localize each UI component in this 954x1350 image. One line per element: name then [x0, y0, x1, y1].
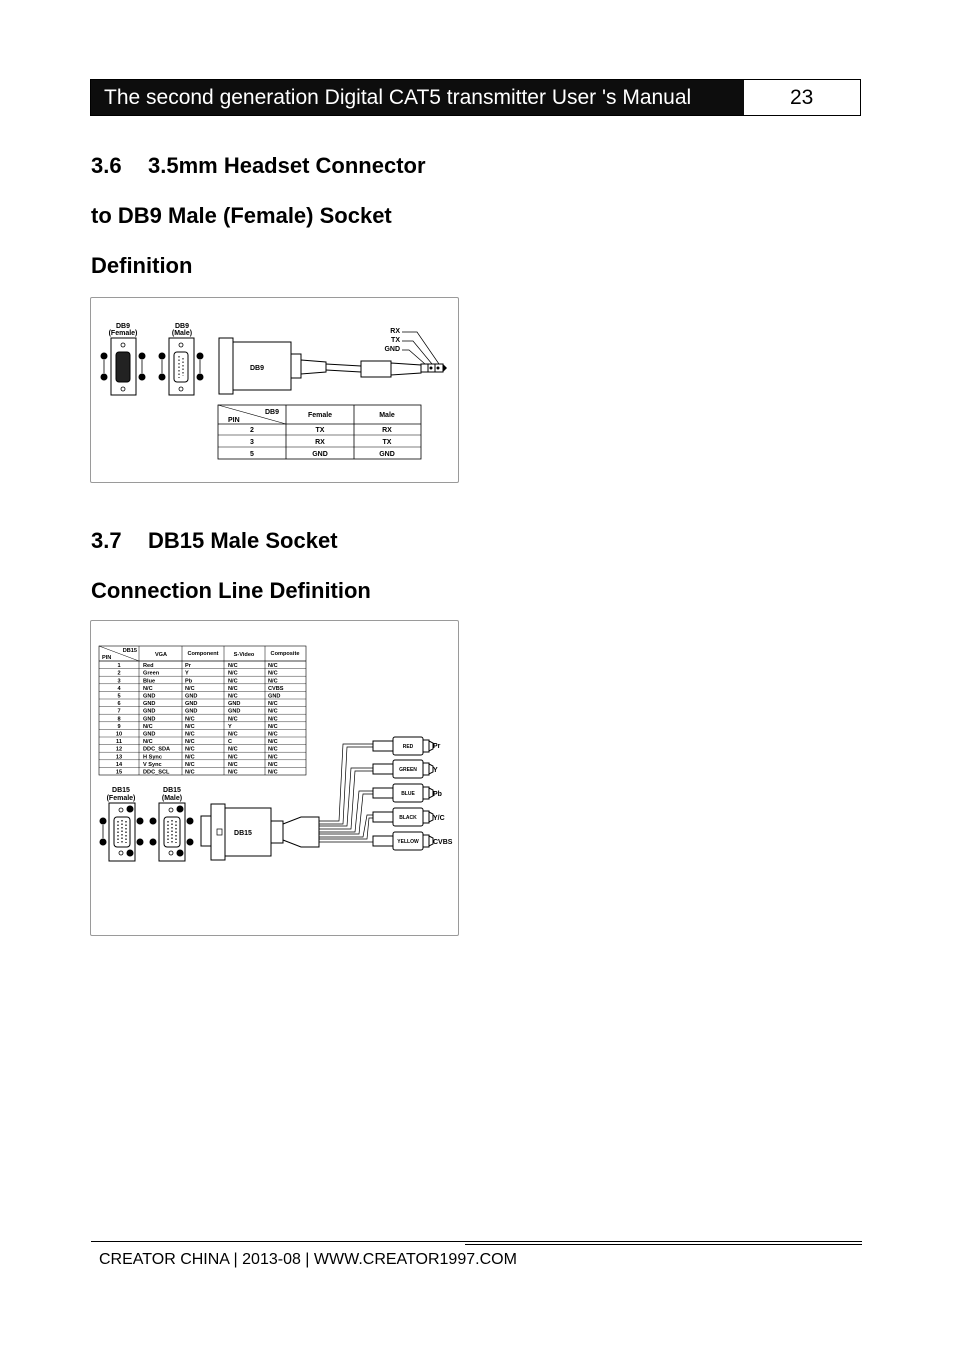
rca-color-label: YELLOW — [397, 839, 419, 845]
section-number: 3.7 — [91, 528, 122, 553]
db15-table-cell: DDC_SCL — [143, 769, 170, 776]
db15-table-cell: N/C — [185, 746, 195, 753]
db15-table-cell: N/C — [228, 754, 238, 761]
db15-table-cell: N/C — [185, 754, 195, 761]
section-3-7-heading-line2: Connection Line Definition — [91, 578, 371, 603]
db15-table-cell: 1 — [117, 663, 121, 670]
db15-female-socket-icon — [100, 803, 144, 861]
table-cell: 5 — [250, 451, 254, 458]
db9-male-socket-icon — [159, 338, 204, 395]
db15-header-vga: VGA — [154, 652, 168, 658]
db15-table-cell: N/C — [268, 761, 278, 768]
db15-table-cell: N/C — [228, 663, 238, 670]
db15-table-cell: N/C — [268, 708, 278, 715]
db15-table-cell: V Sync — [143, 761, 162, 768]
db15-table-cell: 10 — [115, 731, 123, 738]
db15-table-cell: 2 — [117, 670, 121, 677]
db15-male-socket-icon — [150, 803, 194, 861]
table-cell: TX — [315, 427, 325, 434]
db15-table-cell: DDC_SDA — [143, 746, 171, 753]
db9-male-label: DB9 — [174, 323, 190, 330]
db15-table-cell: N/C — [228, 716, 238, 723]
db15-table-cell: N/C — [228, 761, 238, 768]
db15-female-label: DB15 — [112, 787, 130, 794]
db15-table-cell: Pr — [185, 663, 191, 670]
db15-plug-label: DB15 — [234, 830, 252, 837]
db15-table-cell: GND — [143, 701, 156, 708]
rca-plug-blue-icon — [373, 784, 442, 802]
rca-plug-yellow-icon — [373, 832, 453, 850]
db9-cable-plug-icon — [219, 332, 447, 394]
db9-connector-figure — [90, 297, 459, 483]
db15-table-cell: 5 — [117, 693, 121, 700]
db15-table-cell: 8 — [117, 716, 121, 723]
db15-table-cell: N/C — [228, 685, 238, 692]
db15-table-cell: N/C — [228, 693, 238, 700]
db15-table-cell: N/C — [143, 739, 153, 746]
page-header — [90, 79, 861, 116]
db15-male-sub: (Male) — [161, 795, 183, 802]
db15-table-cell: GND — [185, 693, 198, 700]
db15-table-cell: 15 — [115, 769, 123, 776]
table-cell: GND — [312, 451, 328, 458]
db15-table-cell: GND — [143, 693, 156, 700]
db15-table-cell: N/C — [228, 769, 238, 776]
rca-signal-label: Y — [433, 767, 438, 774]
db15-table-cell: Y — [228, 723, 232, 730]
db15-table-cell: 4 — [117, 685, 121, 692]
db15-table-cell: N/C — [268, 663, 278, 670]
db15-table-cell: N/C — [228, 746, 238, 753]
rca-signal-label: Pb — [433, 791, 442, 798]
rca-color-label: BLACK — [399, 815, 417, 821]
db15-table-cell: Red — [143, 663, 154, 670]
db9-male-sub: (Male) — [171, 330, 193, 337]
rca-color-label: RED — [402, 744, 414, 750]
db15-table-corner-bottom: PIN — [102, 655, 112, 661]
rca-color-label: BLUE — [401, 791, 415, 797]
db9-female-label: DB9 — [115, 323, 131, 330]
db15-table-cell: C — [228, 739, 233, 746]
page-footer: CREATOR CHINA | 2013-08 | WWW.CREATOR1997.COM — [99, 1251, 517, 1268]
db15-table-cell: GND — [268, 693, 281, 700]
rca-plug-red-icon — [373, 737, 441, 755]
db15-table-cell: N/C — [185, 739, 195, 746]
db15-table-cell: Y — [185, 670, 189, 677]
db15-table-cell: N/C — [268, 670, 278, 677]
db15-male-label: DB15 — [163, 787, 181, 794]
rca-plug-black-icon — [373, 808, 445, 826]
db15-table-cell: GND — [143, 716, 156, 723]
db15-table-cell: CVBS — [268, 685, 284, 692]
db15-table-cell: GND — [143, 708, 156, 715]
db15-table-cell: N/C — [185, 769, 195, 776]
db9-female-sub: (Female) — [108, 330, 138, 337]
manual-title: The second generation Digital CAT5 transmitter User 's Manual — [91, 80, 744, 115]
db15-table-cell: N/C — [268, 723, 278, 730]
db15-table-cell: 9 — [117, 723, 121, 730]
table-header-female: Female — [307, 412, 333, 419]
jack-label-tx: TX — [391, 337, 400, 344]
db15-table-cell: N/C — [185, 723, 195, 730]
section-3-6-heading-line3: Definition — [91, 253, 193, 278]
db15-table-cell: GND — [185, 701, 198, 708]
db15-table-cell: N/C — [268, 754, 278, 761]
db15-table-cell: N/C — [185, 731, 195, 738]
jack-label-rx: RX — [390, 328, 400, 335]
section-3-7-heading — [91, 528, 338, 554]
db15-table-cell: N/C — [228, 731, 238, 738]
db15-table-cell: 13 — [115, 754, 123, 761]
jack-label-gnd: GND — [384, 346, 400, 353]
section-title: 3.5mm Headset Connector — [148, 153, 426, 178]
table-cell: 2 — [250, 427, 254, 434]
db15-table-cell: N/C — [268, 716, 278, 723]
rca-signal-label: Pr — [433, 743, 441, 750]
table-corner-bottom: PIN — [228, 417, 240, 424]
db15-pin-table — [99, 646, 306, 776]
table-cell: GND — [379, 451, 395, 458]
db15-table-cell: Blue — [143, 678, 156, 685]
db15-header-component: Component — [187, 651, 219, 657]
db15-table-cell: N/C — [268, 678, 278, 685]
table-header-male: Male — [379, 412, 395, 419]
db15-female-sub: (Female) — [106, 795, 136, 802]
db15-table-cell: 7 — [117, 708, 121, 715]
db15-table-cell: 12 — [115, 746, 123, 753]
rca-signal-label: CVBS — [433, 839, 453, 846]
db15-table-cell: GND — [185, 708, 198, 715]
db15-table-cell: 3 — [117, 678, 121, 685]
db15-table-cell: Green — [143, 670, 160, 677]
page-number: 23 — [744, 80, 860, 115]
db15-table-cell: GND — [228, 701, 241, 708]
section-3-6-heading-line2: to DB9 Male (Female) Socket — [91, 203, 392, 228]
rca-color-label: GREEN — [399, 767, 417, 773]
rca-signal-label: Y/C — [433, 815, 445, 822]
table-corner-top: DB9 — [264, 409, 279, 416]
section-3-6-heading — [91, 153, 426, 179]
db9-female-socket-icon — [101, 338, 146, 395]
db15-table-cell: N/C — [268, 731, 278, 738]
table-cell: RX — [382, 427, 392, 434]
db9-pin-table — [218, 405, 421, 459]
db15-table-cell: N/C — [228, 670, 238, 677]
db15-table-corner-top: DB15 — [122, 648, 137, 654]
db15-table-cell: GND — [143, 731, 156, 738]
footer-rule — [91, 1241, 862, 1242]
db15-table-cell: N/C — [268, 769, 278, 776]
db15-table-cell: N/C — [185, 761, 195, 768]
db15-table-cell: 11 — [116, 739, 122, 746]
rca-plug-green-icon — [373, 760, 438, 778]
section-title: DB15 Male Socket — [148, 528, 338, 553]
db15-table-cell: N/C — [143, 723, 153, 730]
db15-table-cell: 14 — [115, 761, 123, 768]
db15-table-cell: N/C — [268, 739, 278, 746]
db9-plug-label: DB9 — [249, 365, 265, 372]
table-cell: RX — [315, 439, 325, 446]
db15-table-cell: 6 — [117, 701, 121, 708]
table-cell: TX — [382, 439, 392, 446]
section-number: 3.6 — [91, 153, 122, 178]
db15-table-cell: GND — [228, 708, 241, 715]
table-cell: 3 — [250, 439, 254, 446]
db15-header-composite: Composite — [270, 651, 300, 657]
db15-table-cell: N/C — [143, 685, 153, 692]
footer-rule-thin — [465, 1244, 862, 1245]
db15-table-cell: N/C — [268, 701, 278, 708]
db15-table-cell: N/C — [228, 678, 238, 685]
db15-table-cell: N/C — [268, 746, 278, 753]
db15-header-svideo: S-Video — [233, 652, 255, 658]
db15-table-cell: N/C — [185, 685, 195, 692]
db15-connector-figure — [90, 620, 459, 936]
db15-table-cell: H Sync — [143, 754, 162, 761]
db15-table-cell: Pb — [185, 678, 193, 685]
db15-table-cell: N/C — [185, 716, 195, 723]
